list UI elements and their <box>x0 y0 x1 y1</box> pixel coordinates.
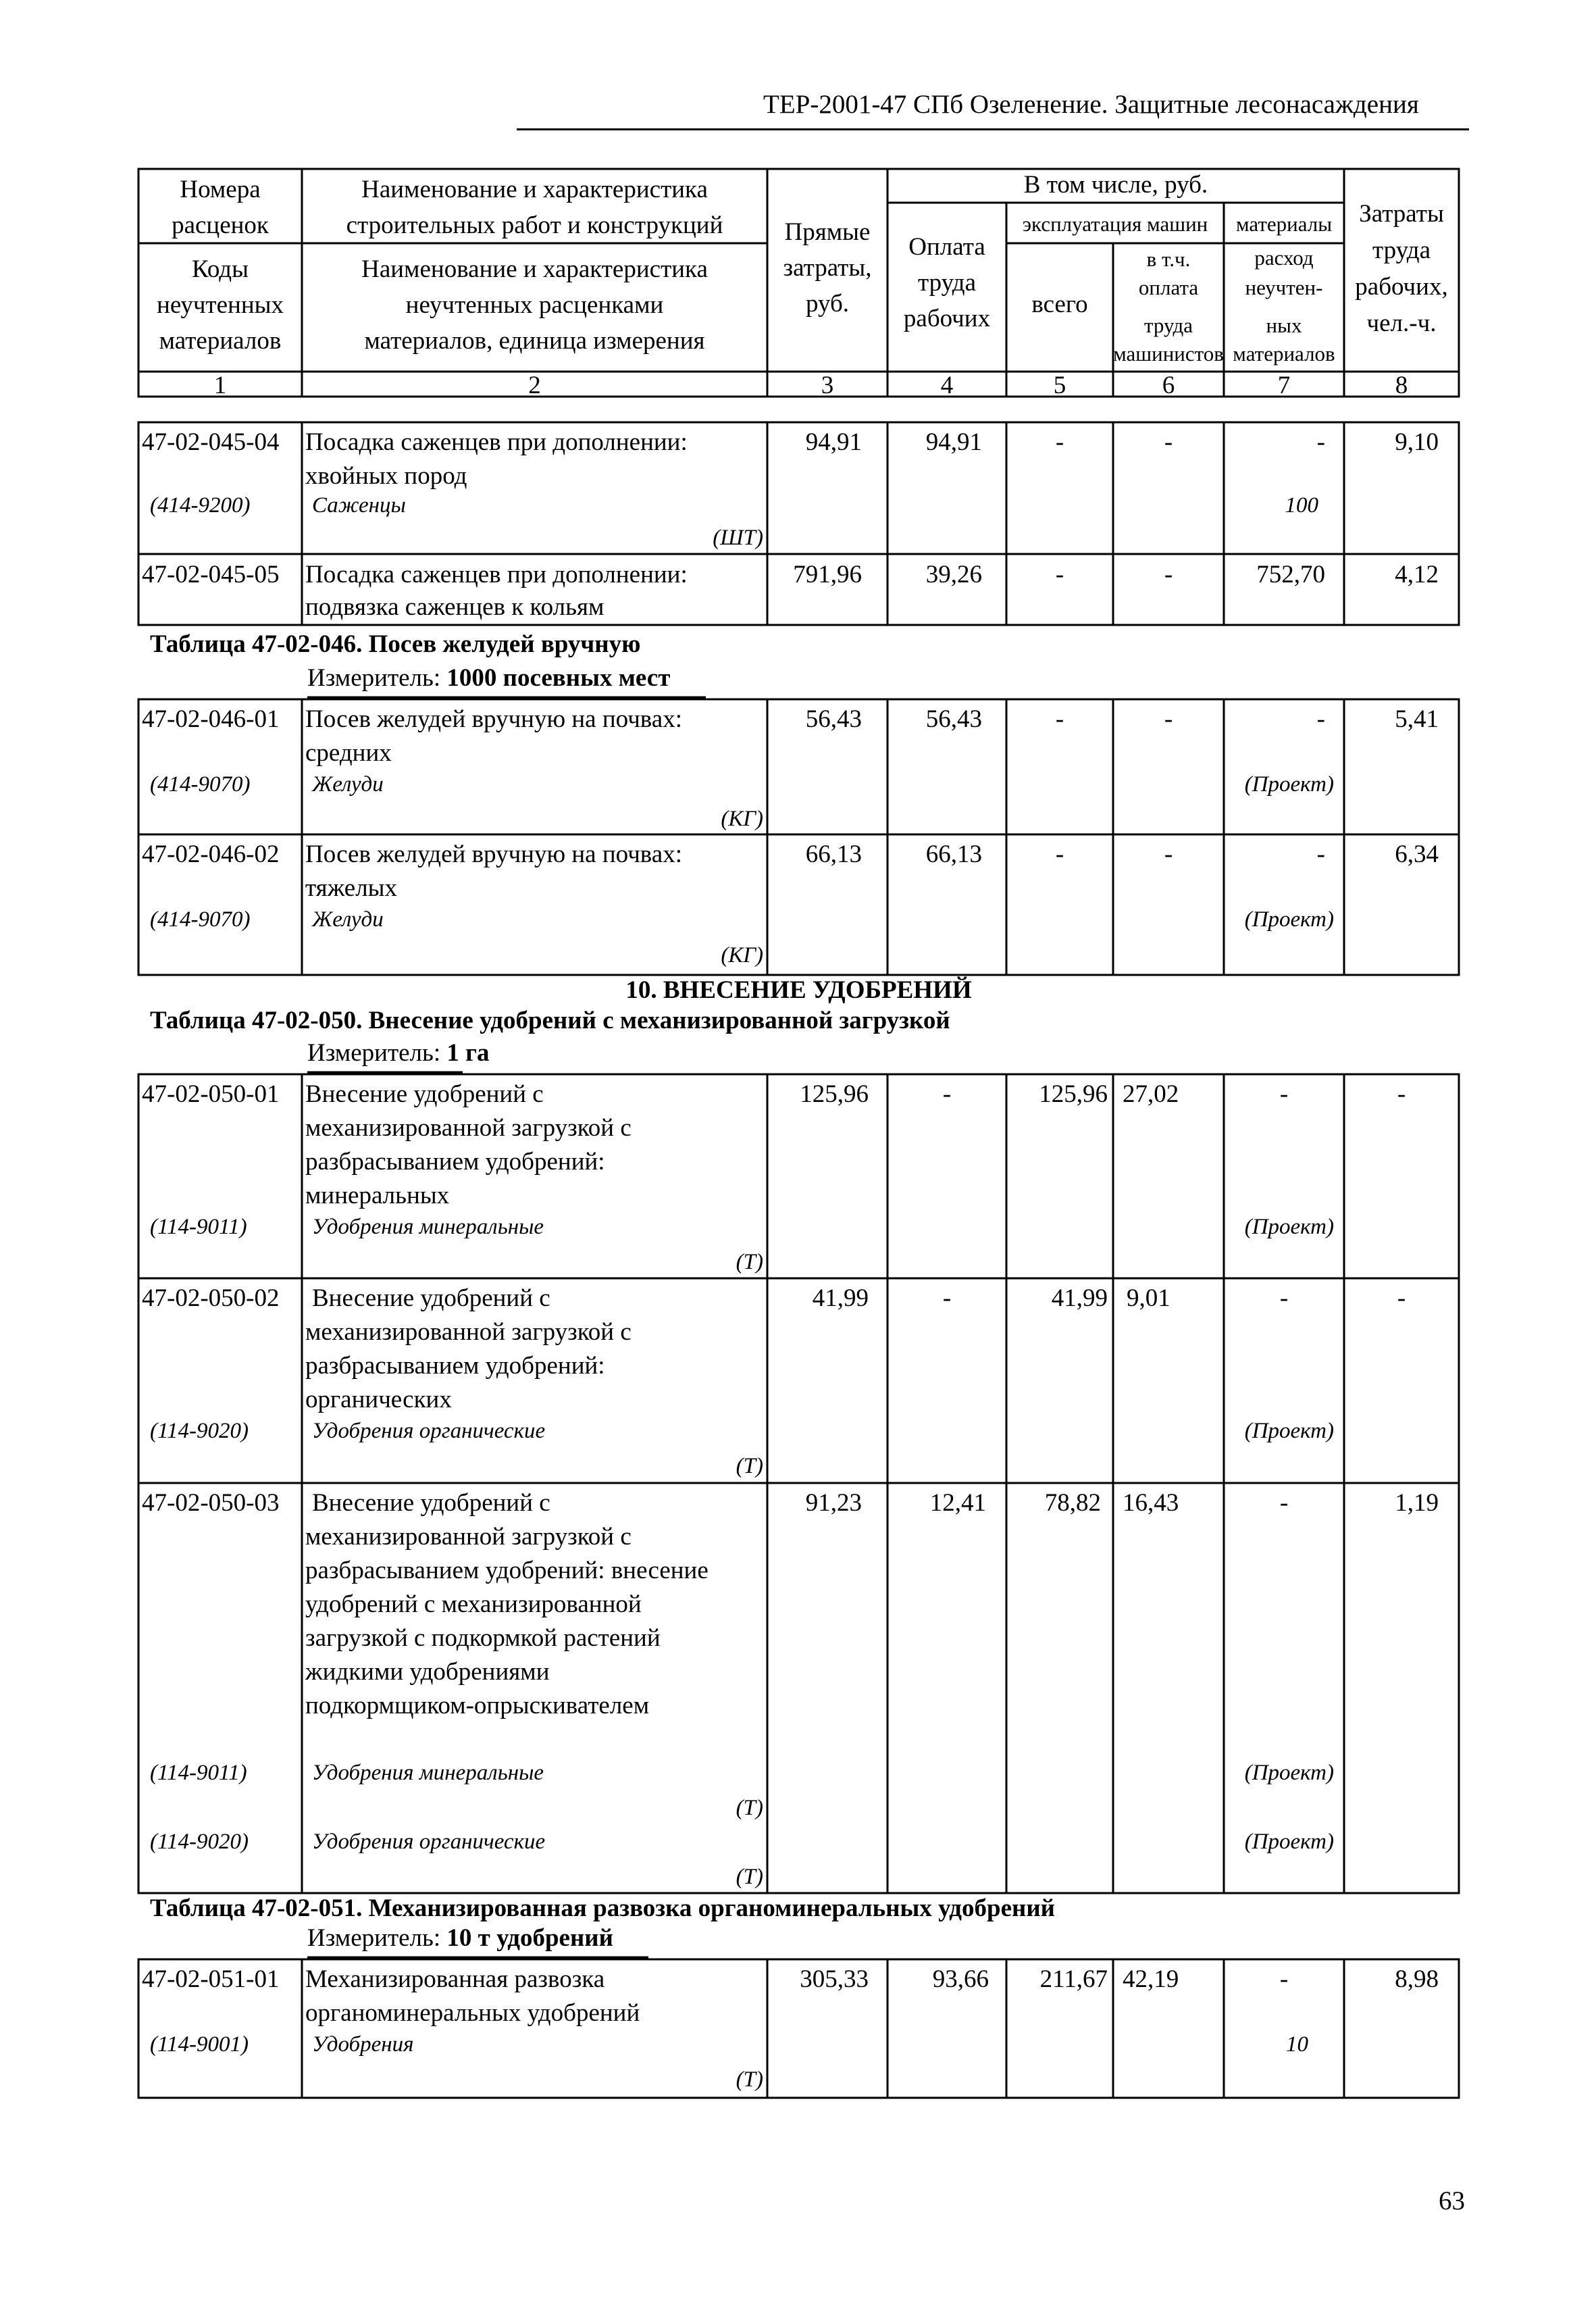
table-046-meter <box>307 665 670 690</box>
group-header: В том числе, руб. <box>1023 171 1208 199</box>
rate-name-line: разбрасыванием удобрений: <box>305 1352 605 1380</box>
material-value: (Проект) <box>1244 1761 1334 1785</box>
rate-name-line: удобрений с механизированной <box>305 1590 642 1618</box>
col-number-4: 4 <box>940 372 954 399</box>
rate-name-line: Посадка саженцев при дополнении: <box>305 561 688 588</box>
rate-name-line: Посев желудей вручную на почвах: <box>305 705 682 733</box>
rate-code: 47-02-045-05 <box>142 561 280 588</box>
value-labor-hours: 1,19 <box>1395 1489 1439 1517</box>
material-value: (Проект) <box>1244 1419 1334 1443</box>
col8-line2: труда <box>1372 236 1431 264</box>
value-materials: - <box>1279 1080 1289 1108</box>
rate-name-line: механизированной загрузкой с <box>305 1523 632 1551</box>
value-labor-hours: 9,10 <box>1395 428 1439 456</box>
value-machines: 78,82 <box>1044 1489 1101 1517</box>
value-direct: 305,33 <box>800 1965 869 1993</box>
value-labor: 39,26 <box>925 561 982 588</box>
meter-label: Измеритель: <box>307 1039 447 1067</box>
col-number-3: 3 <box>821 372 834 399</box>
value-labor: 66,13 <box>925 840 982 868</box>
col7-line1: расход <box>1254 246 1314 270</box>
rate-name-line: Внесение удобрений с <box>312 1489 550 1517</box>
materials-header: материалы <box>1235 212 1333 236</box>
material-name: Саженцы <box>312 493 406 518</box>
value-materials: - <box>1316 705 1325 733</box>
col2-bot-line3: материалов, единица измерения <box>364 327 705 355</box>
value-machinists: - <box>1164 840 1173 868</box>
rate-name-line: загрузкой с подкормкой растений <box>305 1624 661 1652</box>
value-labor-hours: - <box>1397 1284 1406 1312</box>
col-number-5: 5 <box>1053 372 1066 399</box>
value-direct: 94,91 <box>805 428 862 456</box>
value-direct: 56,43 <box>805 705 862 733</box>
material-value: (Проект) <box>1244 772 1334 797</box>
value-labor: 94,91 <box>925 428 982 456</box>
col6-line1: в т.ч. <box>1146 247 1191 271</box>
value-machinists: 42,19 <box>1123 1965 1179 1993</box>
rate-name-line: Внесение удобрений с <box>312 1284 550 1312</box>
rate-code: 47-02-045-04 <box>142 428 280 456</box>
value-machines: - <box>1055 840 1064 868</box>
rate-name-line: средних <box>305 739 392 767</box>
value-direct: 66,13 <box>805 840 862 868</box>
table-050-meter <box>307 1040 489 1065</box>
col6-line2: оплата <box>1138 276 1199 299</box>
rate-code: 47-02-051-01 <box>142 1965 280 1993</box>
page-number: 63 <box>1439 2186 1465 2215</box>
col2-top-line1: Наименование и характеристика <box>361 176 708 203</box>
value-machinists: - <box>1164 561 1173 588</box>
col1-bot-line2: неучтенных <box>157 291 284 319</box>
value-direct: 791,96 <box>793 561 862 588</box>
value-materials: - <box>1279 1284 1289 1312</box>
value-machinists: - <box>1164 428 1173 456</box>
meter-value: 1000 посевных мест <box>446 664 671 692</box>
value-labor-hours: 8,98 <box>1395 1965 1439 1993</box>
material-name: Желуди <box>312 772 384 797</box>
col3-line1: Прямые <box>784 218 871 246</box>
col4-line3: рабочих <box>903 305 991 332</box>
value-labor-hours: 4,12 <box>1395 561 1439 588</box>
value-direct: 125,96 <box>800 1080 869 1108</box>
rate-name-line: подвязка саженцев к кольям <box>305 593 604 621</box>
rate-name-line: тяжелых <box>305 874 398 902</box>
rate-name-line: разбрасыванием удобрений: <box>305 1148 605 1176</box>
rate-name-line: Посадка саженцев при дополнении: <box>305 428 688 456</box>
material-code: (114-9011) <box>150 1761 247 1785</box>
rate-name-line: Посев желудей вручную на почвах: <box>305 840 682 868</box>
col1-bot-line1: Коды <box>192 255 249 283</box>
material-code: (114-9011) <box>150 1215 247 1239</box>
col7-line3: ных <box>1266 313 1302 337</box>
value-machines: - <box>1055 561 1064 588</box>
col6-line4: машинистов <box>1113 342 1224 366</box>
col5-label: всего <box>1031 291 1088 318</box>
col-number-6: 6 <box>1162 372 1175 399</box>
material-name: Удобрения органические <box>312 1830 546 1854</box>
value-labor-hours: 5,41 <box>1395 705 1439 733</box>
col3-line3: руб. <box>805 290 850 318</box>
value-machines: - <box>1055 705 1064 733</box>
col8-line4: чел.-ч. <box>1366 309 1437 337</box>
material-value: (Проект) <box>1244 907 1334 932</box>
value-machines: 41,99 <box>1051 1284 1108 1312</box>
material-name: Удобрения минеральные <box>312 1215 544 1239</box>
material-code: (414-9200) <box>150 493 251 518</box>
value-direct: 91,23 <box>805 1489 862 1517</box>
rate-name-line: подкормщиком-опрыскивателем <box>305 1692 650 1719</box>
value-labor-hours: - <box>1397 1080 1406 1108</box>
table-050-title: Таблица 47-02-050. Внесение удобрений с механизированной загрузкой <box>150 1007 950 1034</box>
rate-code: 47-02-050-02 <box>142 1284 280 1312</box>
material-name: Удобрения органические <box>312 1419 546 1443</box>
rate-name-line: жидкими удобрениями <box>305 1658 550 1686</box>
material-unit: (Т) <box>736 2067 763 2092</box>
col-number-1: 1 <box>213 372 227 399</box>
value-machinists: 9,01 <box>1127 1284 1170 1312</box>
value-materials: - <box>1316 428 1325 456</box>
col-number-8: 8 <box>1395 372 1408 399</box>
value-labor: 56,43 <box>925 705 982 733</box>
col-number-2: 2 <box>528 372 541 399</box>
material-code: (414-9070) <box>150 907 251 932</box>
value-labor: 12,41 <box>929 1489 986 1517</box>
material-code: (114-9001) <box>150 2032 249 2057</box>
col2-bot-line2: неучтенных расценками <box>405 291 664 319</box>
col1-top-line1: Номера <box>180 176 261 203</box>
table-051-meter <box>307 1926 613 1951</box>
value-materials: - <box>1279 1965 1289 1993</box>
col7-line4: материалов <box>1233 342 1335 366</box>
material-name: Удобрения <box>312 2032 414 2057</box>
rate-name-line: механизированной загрузкой с <box>305 1318 632 1346</box>
material-code: (114-9020) <box>150 1830 249 1854</box>
meter-value: 10 т удобрений <box>446 1924 613 1952</box>
col6-line3: труда <box>1143 313 1193 337</box>
col1-bot-line3: материалов <box>159 327 282 355</box>
value-materials: 752,70 <box>1256 561 1325 588</box>
table-051-title: Таблица 47-02-051. Механизированная развозка органоминеральных удобрений <box>150 1894 1055 1922</box>
rate-name-line: Внесение удобрений с <box>305 1080 544 1108</box>
value-machinists: 16,43 <box>1123 1489 1179 1517</box>
value-materials: - <box>1316 840 1325 868</box>
material-unit: (КГ) <box>721 943 763 967</box>
value-labor: - <box>942 1080 952 1108</box>
material-value: 100 <box>1285 493 1318 518</box>
col-number-7: 7 <box>1277 372 1291 399</box>
material-code: (414-9070) <box>150 772 251 797</box>
rate-name-line: хвойных пород <box>305 462 467 490</box>
rate-name-line: органоминеральных удобрений <box>305 1999 640 2027</box>
material-unit: (Т) <box>736 1865 763 1889</box>
col7-line2: неучтен- <box>1245 276 1323 299</box>
value-machinists: - <box>1164 705 1173 733</box>
material-unit: (Т) <box>736 1796 763 1820</box>
value-machinists: 27,02 <box>1123 1080 1179 1108</box>
value-machines: - <box>1055 428 1064 456</box>
table-046-title: Таблица 47-02-046. Посев желудей вручную <box>150 630 641 658</box>
machines-header: эксплуатация машин <box>1022 212 1208 236</box>
page-header-title: ТЕР-2001-47 СПб Озеленение. Защитные лесонасаждения <box>763 90 1419 119</box>
rate-name-line: разбрасыванием удобрений: внесение <box>305 1557 709 1584</box>
material-unit: (КГ) <box>721 807 763 831</box>
value-labor: - <box>942 1284 952 1312</box>
value-machines: 125,96 <box>1039 1080 1108 1108</box>
meter-label: Измеритель: <box>307 1924 447 1952</box>
col4-line1: Оплата <box>908 233 985 261</box>
section-heading: 10. ВНЕСЕНИЕ УДОБРЕНИЙ <box>625 976 972 1004</box>
col4-line2: труда <box>917 269 977 297</box>
rate-name-line: Механизированная развозка <box>305 1965 605 1993</box>
material-code: (114-9020) <box>150 1419 249 1443</box>
material-name: Удобрения минеральные <box>312 1761 544 1785</box>
col3-line2: затраты, <box>783 254 872 282</box>
value-direct: 41,99 <box>812 1284 869 1312</box>
material-unit: (Т) <box>736 1454 763 1478</box>
rate-name-line: минеральных <box>305 1182 450 1209</box>
rate-name-line: механизированной загрузкой с <box>305 1114 632 1142</box>
rate-code: 47-02-050-01 <box>142 1080 280 1108</box>
col2-top-line2: строительных работ и конструкций <box>346 211 723 239</box>
material-value: (Проект) <box>1244 1830 1334 1854</box>
value-labor: 93,66 <box>932 1965 989 1993</box>
material-value: 10 <box>1286 2032 1308 2057</box>
meter-label: Измеритель: <box>307 664 447 692</box>
rate-code: 47-02-046-02 <box>142 840 280 868</box>
material-value: (Проект) <box>1244 1215 1334 1239</box>
col8-line1: Затраты <box>1359 200 1444 228</box>
value-labor-hours: 6,34 <box>1395 840 1439 868</box>
meter-value: 1 га <box>446 1039 490 1067</box>
rate-name-line: органических <box>305 1386 452 1413</box>
material-unit: (ШТ) <box>713 526 763 550</box>
col2-bot-line1: Наименование и характеристика <box>361 255 708 283</box>
material-unit: (Т) <box>736 1250 763 1274</box>
value-materials: - <box>1279 1489 1289 1517</box>
col1-top-line2: расценок <box>172 211 269 239</box>
rate-code: 47-02-046-01 <box>142 705 280 733</box>
rate-code: 47-02-050-03 <box>142 1489 280 1517</box>
col8-line3: рабочих, <box>1355 273 1448 301</box>
value-machines: 211,67 <box>1039 1965 1108 1993</box>
material-name: Желуди <box>312 907 384 932</box>
